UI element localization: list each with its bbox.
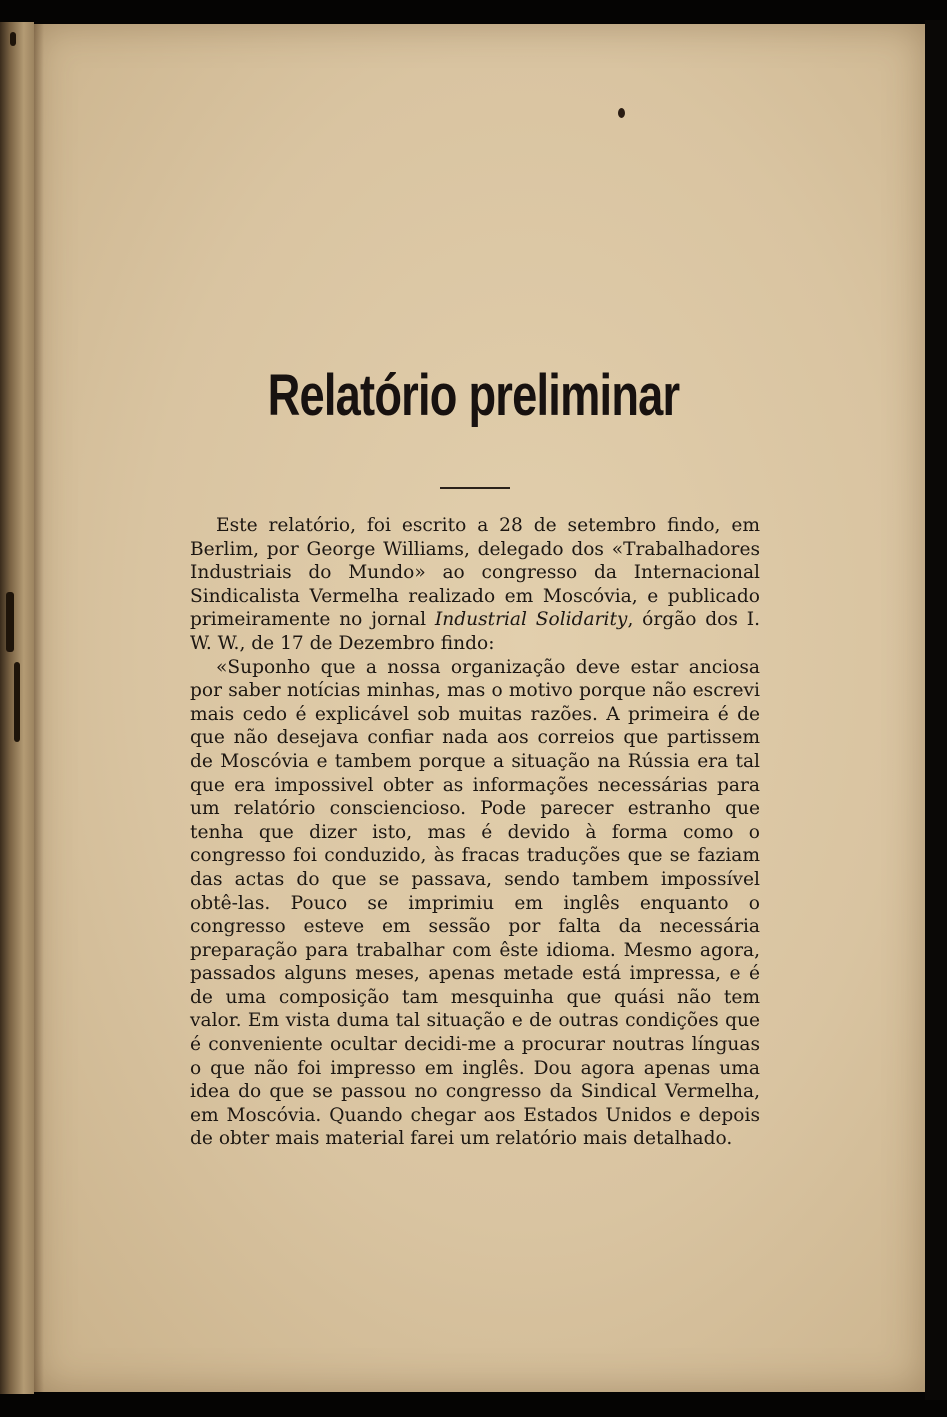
paragraph-intro-start: Este relatório, foi escrito a 28 de setembro findo, em Berlim, por George Williams, delegado dos «Trabalhadores Industriais do Mundo» ao congresso da Internacional Sindicalista Vermelha realizado em Moscóvia, e publicado primeiramente no jornal: [190, 515, 760, 631]
newspaper-name: Industrial Solidarity: [434, 609, 628, 631]
ink-speck: [618, 108, 625, 118]
edge-mark: [14, 662, 20, 742]
page-title: Relatório preliminar: [267, 363, 680, 428]
adjacent-page-edge: [0, 22, 34, 1394]
body-text: [190, 514, 760, 1151]
edge-mark: [6, 592, 14, 652]
right-dark-margin: [925, 20, 947, 1400]
paragraph-quote: «Suponho que a nossa organização deve estar anciosa por saber notícias minhas, mas o motivo porque não escrevi mais cedo é explicável sob muitas razões. A primeira é de que não desejava confiar nada aos correios que partissem de Moscóvia e tambem porque a situação na Rússia era tal que era impossivel obter as informações necessárias para um relatório consciencioso. Pode parecer estranho que tenha que dizer isto, mas é devido à forma como o congresso foi conduzido, às fracas traduções que se faziam das actas do que se passava, sendo tambem impossível obtê-las. Pouco se imprimiu em inglês enquanto o congresso esteve em sessão por falta da necessária preparação para trabalhar com êste idioma. Mesmo agora, passados alguns meses, apenas metade está impressa, e é de uma composição tam mesquinha que quási não tem valor. Em vista duma tal situação e de outras condições que é conveniente ocultar decidi-me a procurar noutras línguas o que não foi impresso em inglês. Dou agora apenas uma idea do que se passou no congresso da Sindical Vermelha, em Moscóvia. Quando chegar aos Estados Unidos e depois de obter mais material farei um relatório mais detalhado.: [190, 656, 760, 1150]
paragraph-intro-end: , órgão dos I. W. W., de 17 de Dezembro findo:: [190, 609, 760, 654]
edge-mark: [10, 32, 16, 46]
title-divider: [440, 487, 510, 489]
page-crease: [34, 24, 44, 1392]
paragraph-intro: [190, 514, 760, 656]
